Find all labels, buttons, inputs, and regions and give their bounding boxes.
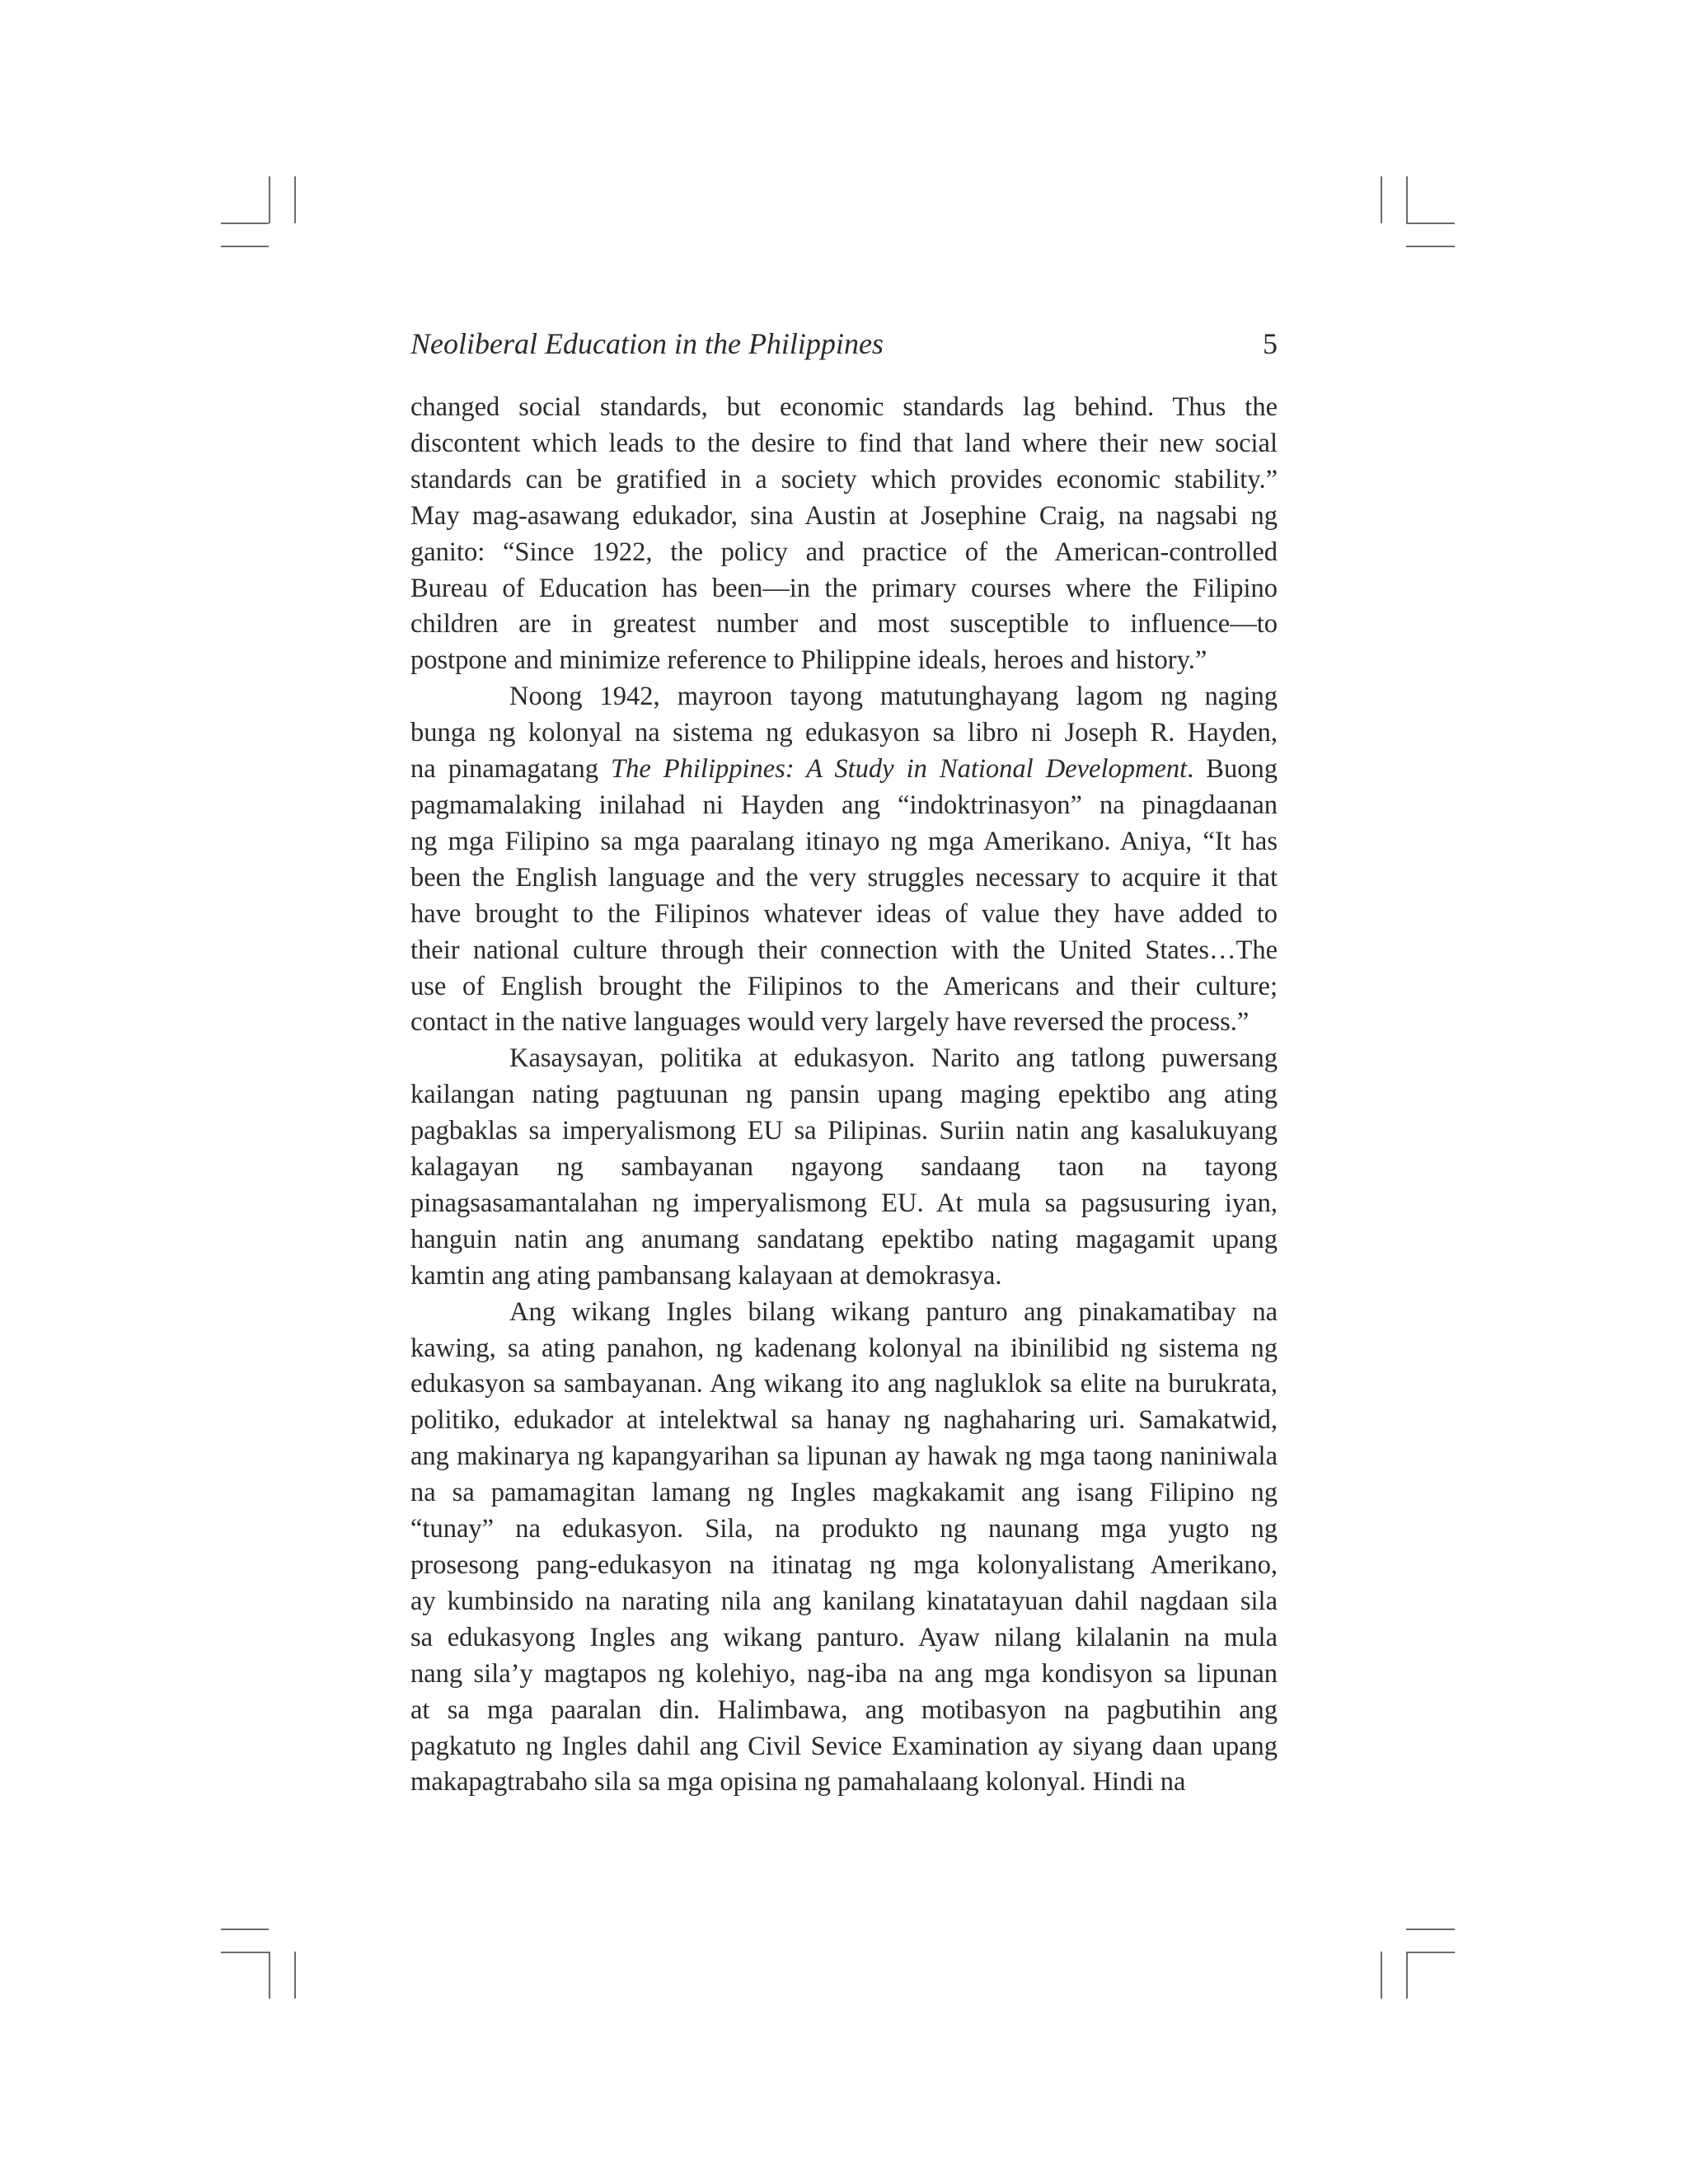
text-line: ng mga Filipino sa mga paaralang itinayo ng mga Amerikano. Aniya, “It has <box>410 826 1278 856</box>
crop-mark <box>269 1952 270 1999</box>
crop-mark <box>221 1952 269 1953</box>
crop-mark <box>1406 1952 1408 1999</box>
running-head <box>410 323 1278 364</box>
text-line: Noong 1942, mayroon tayong matutunghayang lagom ng naging <box>509 682 1278 712</box>
crop-mark <box>269 176 270 223</box>
text-line: ang makinarya ng kapangyarihan sa lipunan ay hawak ng mga taong naniniwala <box>410 1441 1278 1472</box>
text-line: changed social standards, but economic standards lag behind. Thus the <box>410 392 1278 422</box>
text-line: May mag-asawang edukador, sina Austin at Josephine Craig, na nagsabi ng <box>410 500 1278 531</box>
text-line: Kasaysayan, politika at edukasyon. Narito ang tatlong puwersang <box>509 1043 1278 1074</box>
crop-mark <box>1381 1952 1382 1999</box>
text-line: nang sila’y magtapos ng kolehiyo, nag-iba na ang mga kondisyon sa lipunan <box>410 1658 1278 1689</box>
text-line: pinagsasamantalahan ng imperyalismong EU. At mula sa pagsusuring iyan, <box>410 1188 1278 1218</box>
crop-mark <box>221 246 269 247</box>
running-title: Neoliberal Education in the Philippines <box>410 327 884 360</box>
text-line: prosesong pang-edukasyon na itinatag ng mga kolonyalistang Amerikano, <box>410 1550 1278 1580</box>
text-line: na sa pamamagitan lamang ng Ingles magkakamit ang isang Filipino ng <box>410 1478 1278 1508</box>
text-line: have brought to the Filipinos whatever ideas of value they have added to <box>410 898 1278 929</box>
text-line: standards can be gratified in a society which provides economic stability.” <box>410 464 1278 494</box>
text-line: children are in greatest number and most susceptible to influence—to <box>410 609 1278 640</box>
crop-mark <box>294 1952 296 1999</box>
crop-mark <box>1406 1929 1455 1930</box>
body-text <box>410 390 1278 1801</box>
text-line: their national culture through their connection with the United States…The <box>410 935 1278 965</box>
book-title: The Philippines: A Study in National Development <box>611 754 1188 785</box>
text-line: kawing, sa ating panahon, ng kadenang kolonyal na ibinilibid ng sistema ng <box>410 1333 1278 1363</box>
text-line: Bureau of Education has been—in the primary courses where the Filipino <box>410 573 1278 603</box>
text-line: at sa mga paaralan din. Halimbawa, ang motibasyon na pagbutihin ang <box>410 1694 1278 1725</box>
crop-mark <box>1406 176 1408 223</box>
page-number: 5 <box>1263 327 1278 360</box>
text-line: pagbaklas sa imperyalismong EU sa Pilipinas. Suriin natin ang kasalukuyang <box>410 1116 1278 1146</box>
text-line: politiko, edukador at intelektwal sa hanay ng naghaharing uri. Samakatwid, <box>410 1405 1278 1436</box>
text-line: edukasyon sa sambayanan. Ang wikang ito ang nagluklok sa elite na burukrata, <box>410 1369 1278 1399</box>
text-line: postpone and minimize reference to Philippine ideals, heroes and history.” <box>410 645 1207 676</box>
text-line: Ang wikang Ingles bilang wikang panturo ang pinakamatibay na <box>509 1296 1278 1327</box>
crop-mark <box>1406 223 1455 224</box>
text-line: hanguin natin ang anumang sandatang epektibo nating magagamit upang <box>410 1224 1278 1254</box>
text-line: kalagayan ng sambayanan ngayong sandaang taon na tayong <box>410 1152 1278 1183</box>
text-line: kailangan nating pagtuunan ng pansin upang maging epektibo ang ating <box>410 1080 1278 1110</box>
crop-mark <box>221 223 269 224</box>
crop-mark <box>1381 176 1382 223</box>
text-line: ay kumbinsido na narating nila ang kanilang kinatatayuan dahil nagdaan sila <box>410 1586 1278 1616</box>
crop-mark <box>221 1929 269 1930</box>
text-line: makapagtrabaho sila sa mga opisina ng pamahalaang kolonyal. Hindi na <box>410 1767 1186 1797</box>
text-line: discontent which leads to the desire to find that land where their new social <box>410 428 1278 458</box>
crop-mark <box>1406 1952 1455 1953</box>
text-line: pagmamalaking inilahad ni Hayden ang “indoktrinasyon” na pinagdaanan <box>410 790 1278 820</box>
text-line: been the English language and the very struggles necessary to acquire it that <box>410 862 1278 893</box>
text-line: na pinamagatang The Philippines: A Study in National Development. Buong <box>410 754 1278 785</box>
text-line: ganito: “Since 1922, the policy and practice of the American-controlled <box>410 537 1278 567</box>
text-line: kamtin ang ating pambansang kalayaan at demokrasya. <box>410 1260 1002 1291</box>
text-line: use of English brought the Filipinos to the Americans and their culture; <box>410 971 1278 1001</box>
text-line: “tunay” na edukasyon. Sila, na produkto ng naunang mga yugto ng <box>410 1514 1278 1544</box>
crop-mark <box>294 176 296 223</box>
crop-mark <box>1406 246 1455 247</box>
text-line: pagkatuto ng Ingles dahil ang Civil Sevice Examination ay siyang daan upang <box>410 1731 1278 1761</box>
text-line: sa edukasyong Ingles ang wikang panturo. Ayaw nilang kilalanin na mula <box>410 1622 1278 1652</box>
text-line: bunga ng kolonyal na sistema ng edukasyon sa libro ni Joseph R. Hayden, <box>410 718 1278 748</box>
text-line: contact in the native languages would very largely have reversed the process.” <box>410 1007 1250 1038</box>
